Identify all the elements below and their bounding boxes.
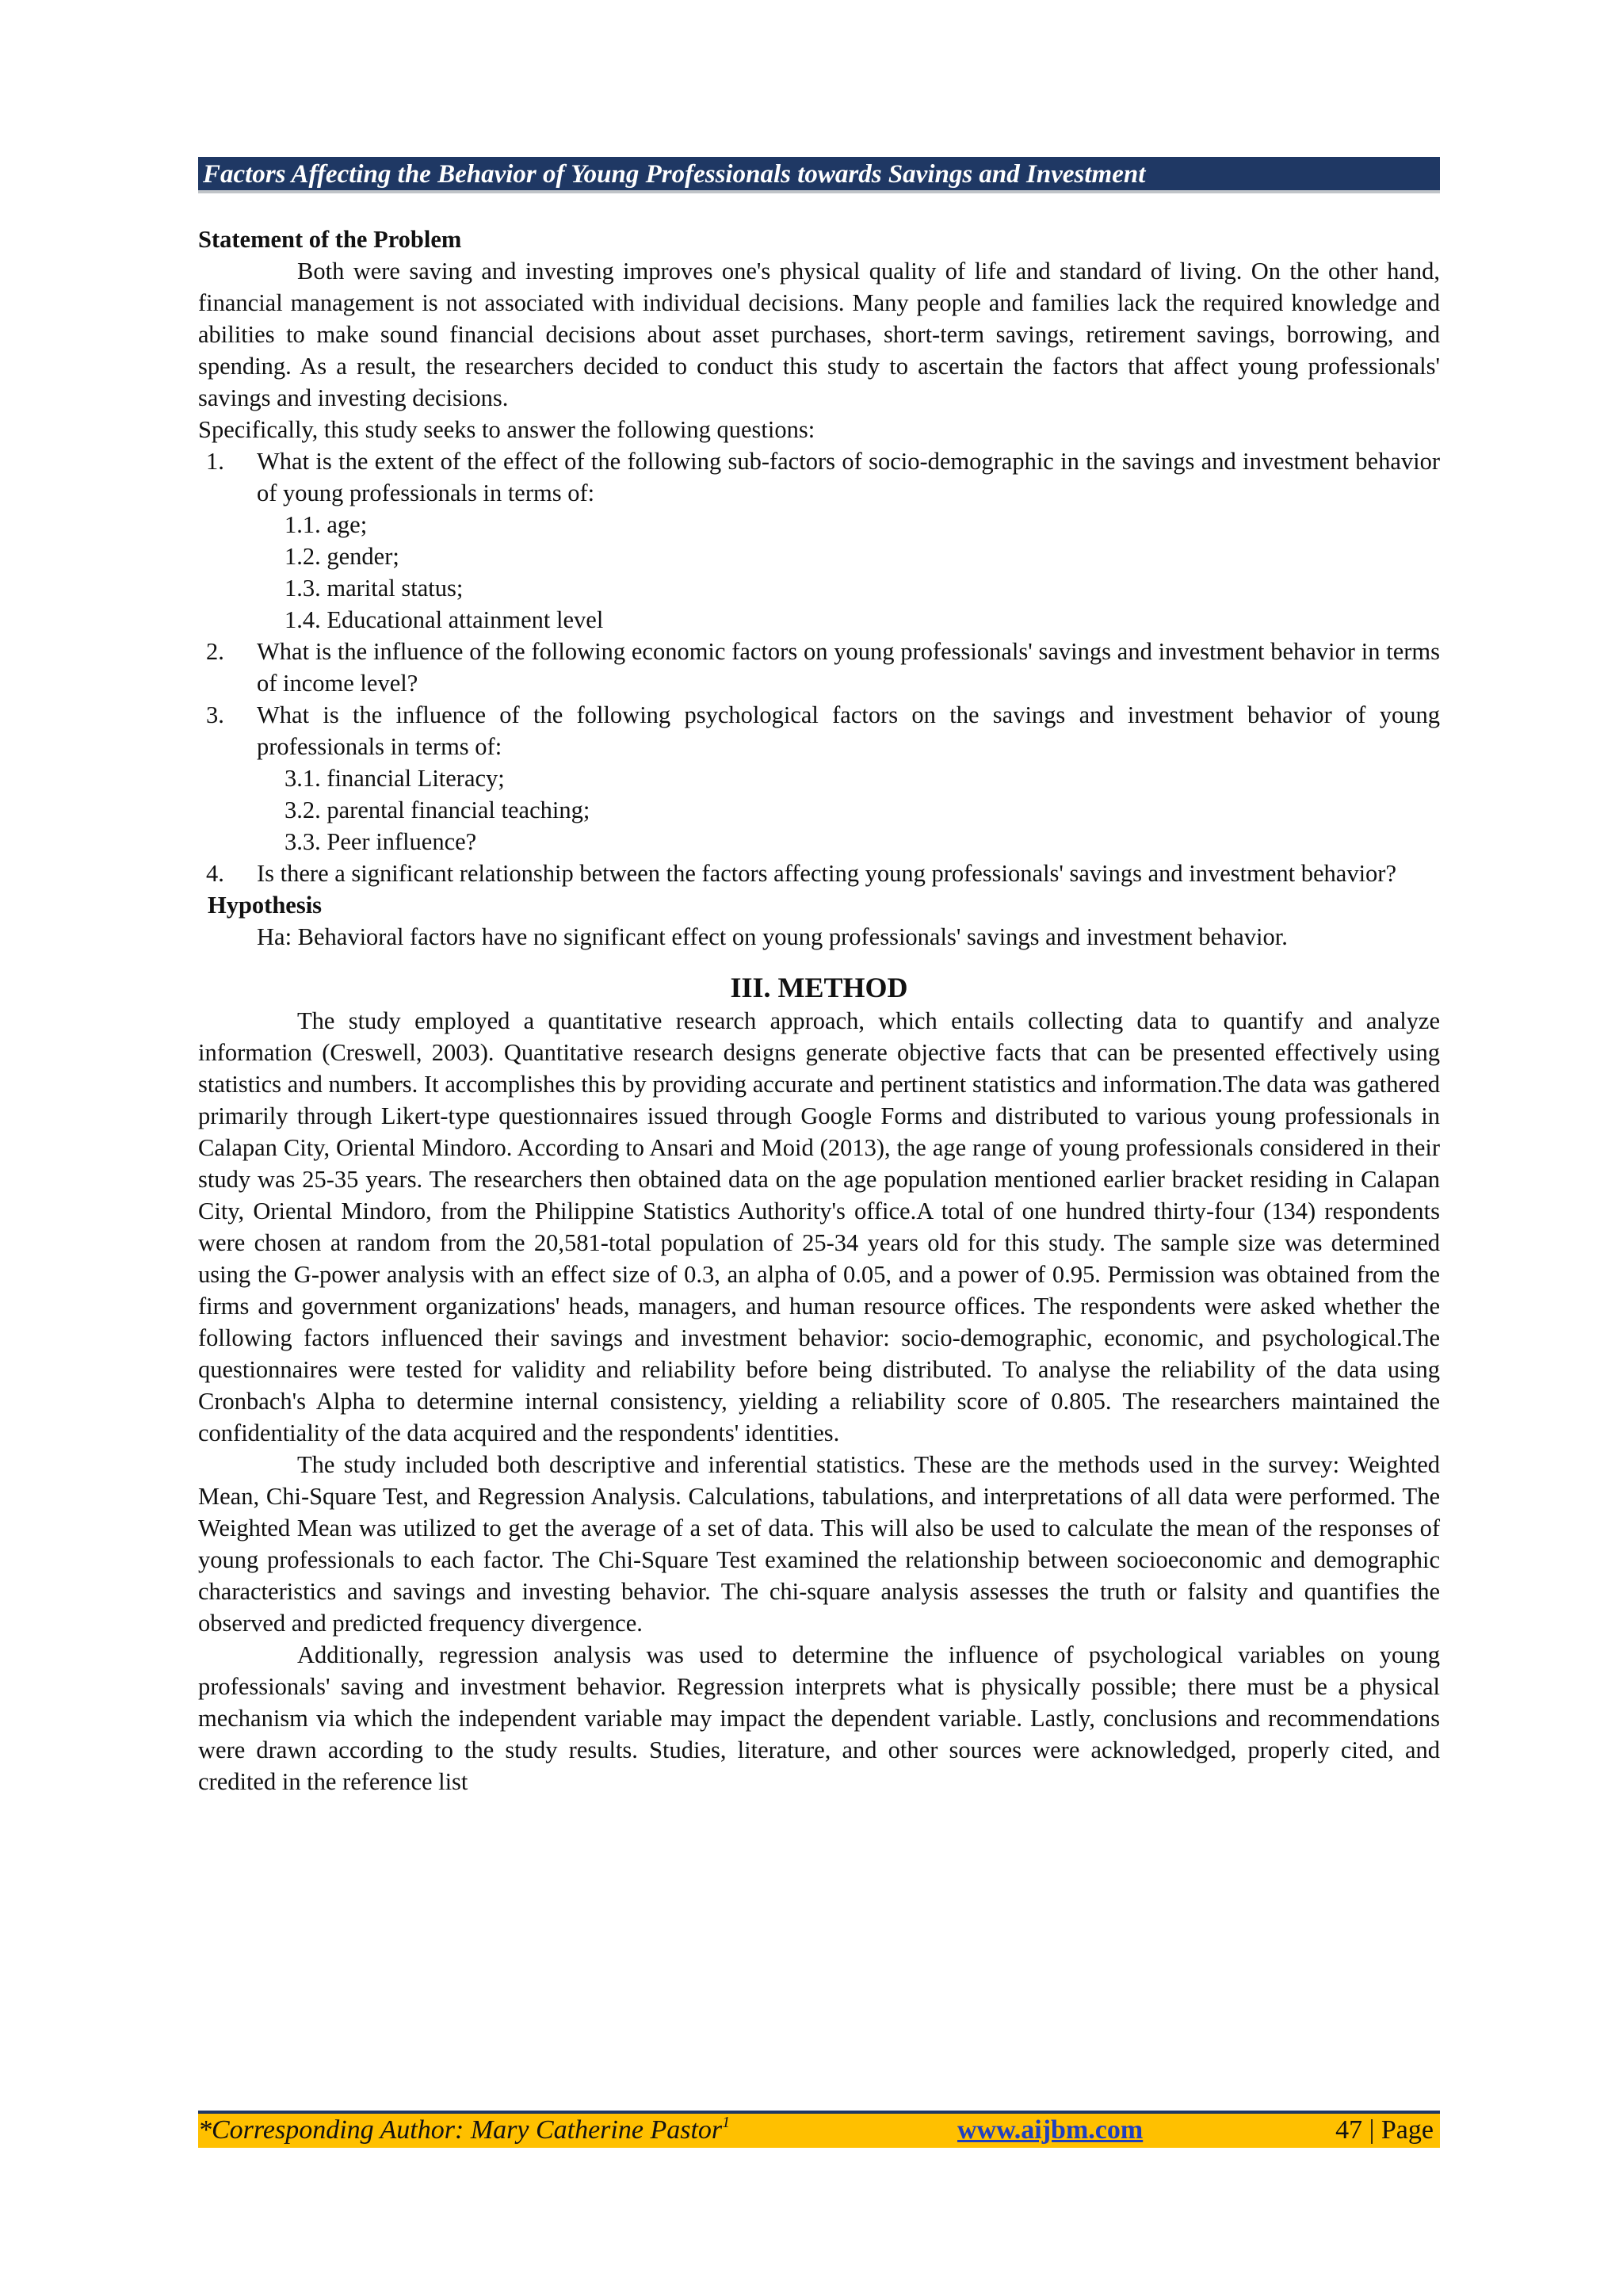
sub-question: 1.3. marital status; — [285, 575, 464, 602]
method-paragraph: The study employed a quantitative research approach, which entails collecting data to quantify and analyze information (Creswell, 2003). Quantitative research designs generate objective facts that can be presented effectively using statistics and numbers. It accomplishes this by providing accurate and pertinent statistics and information.The data was gathered primarily through Likert-type questionnaires issued through Google Forms and distributed to various young professionals in Calapan City, Oriental Mindoro. According to Ansari and Moid (2013), the age range of young professionals considered in their study was 25-35 years. The researchers then obtained data on the age population mentioned earlier bracket residing in Calapan City, Oriental Mindoro, from the Philippine Statistics Authority's office.A total of one hundred thirty-four (134) respondents were chosen at random from the 20,581-total population of 25-34 years old for this study. The sample size was determined using the G-power analysis with an effect size of 0.3, an alpha of 0.05, and a power of 0.95. Permission was obtained from the firms and government organizations' heads, managers, and human resource offices. The respondents were asked whether the following factors influenced their savings and investment behavior: socio-demographic, economic, and psychological.The questionnaires were tested for validity and reliability before being distributed. To analyse the reliability of the data using Cronbach's Alpha to determine internal consistency, yielding a reliability score of 0.805. The researchers maintained the confidentiality of the data acquired and the respondents' identities. — [198, 1007, 1440, 1446]
problem-lead: Specifically, this study seeks to answer the following questions: — [198, 416, 815, 443]
author-label: *Corresponding Author — [198, 2115, 455, 2145]
question-number: 1. — [206, 448, 224, 475]
corresponding-author — [198, 2114, 730, 2147]
problem-heading: Statement of the Problem — [198, 226, 462, 253]
question-item — [198, 858, 1440, 889]
hypothesis-heading: Hypothesis — [208, 892, 323, 919]
paper-body — [198, 223, 1440, 1797]
running-title: Factors Affecting the Behavior of Young Professionals towards Savings and Investment — [198, 157, 1440, 193]
sub-question: 1.2. gender; — [285, 543, 399, 570]
question-item — [198, 699, 1440, 858]
sub-question-list — [257, 762, 1440, 858]
question-item — [198, 445, 1440, 636]
question-text: Is there a significant relationship between the factors affecting young professionals' savings and investment behavior? — [257, 860, 1396, 887]
page-number: 47 | Page — [1335, 2115, 1434, 2145]
method-paragraph: The study included both descriptive and inferential statistics. These are the methods used in the survey: Weighted Mean, Chi-Square Test, and Regression Analysis. Calculations, tabulations, and interpretations of all data were performed. The Weighted Mean was utilized to get the average of a set of data. This will also be used to calculate the mean of the responses of young professionals to each factor. The Chi-Square Test examined the relationship between socioeconomic and demographic characteristics and savings and investing behavior. The chi-square analysis assesses the truth or falsity and quantifies the observed and predicted frequency divergence. — [198, 1451, 1440, 1637]
sub-question: 1.1. age; — [285, 511, 368, 538]
problem-intro: Both were saving and investing improves one's physical quality of life and standard of living. On the other hand, financial management is not associated with individual decisions. Many people and families lack the required knowledge and abilities to make sound financial decisions about asset purchases, short-term savings, retirement savings, borrowing, and spending. As a result, the researchers decided to conduct this study to ascertain the factors that affect young professionals' savings and investing decisions. — [198, 258, 1440, 411]
sub-question: 3.3. Peer influence? — [285, 828, 477, 855]
sub-question-list — [257, 509, 1440, 636]
question-number: 4. — [206, 860, 224, 887]
research-questions — [198, 445, 1440, 889]
page-footer — [198, 2111, 1440, 2148]
sub-question: 1.4. Educational attainment level — [285, 606, 604, 633]
author-name: Mary Catherine Pastor — [470, 2115, 723, 2145]
sub-question: 3.2. parental financial teaching; — [285, 797, 590, 823]
question-number: 3. — [206, 701, 224, 728]
page-content — [198, 157, 1440, 1797]
method-heading: III. METHOD — [730, 972, 908, 1003]
author-separator: : — [454, 2115, 471, 2145]
method-paragraph: Additionally, regression analysis was used to determine the influence of psychological variables on young professionals' saving and investment behavior. Regression interprets what is physically possible; there must be a physical mechanism via which the independent variable may impact the dependent variable. Lastly, conclusions and recommendations were drawn according to the study results. Studies, literature, and other sources were acknowledged, properly cited, and credited in the reference list — [198, 1641, 1440, 1795]
question-number: 2. — [206, 638, 224, 665]
question-text: What is the influence of the following psychological factors on the savings and investment behavior of young professionals in terms of: — [257, 701, 1440, 760]
sub-question: 3.1. financial Literacy; — [285, 765, 505, 792]
journal-website-link[interactable]: www.aijbm.com — [957, 2115, 1144, 2145]
question-text: What is the influence of the following economic factors on young professionals' savings and investment behavior in terms of income level? — [257, 638, 1440, 697]
question-item — [198, 636, 1440, 699]
author-superscript: 1 — [722, 2114, 731, 2131]
hypothesis-text: Ha: Behavioral factors have no significant effect on young professionals' savings and investment behavior. — [257, 923, 1288, 950]
question-text: What is the extent of the effect of the following sub-factors of socio-demographic in the savings and investment behavior of young professionals in terms of: — [257, 448, 1440, 506]
